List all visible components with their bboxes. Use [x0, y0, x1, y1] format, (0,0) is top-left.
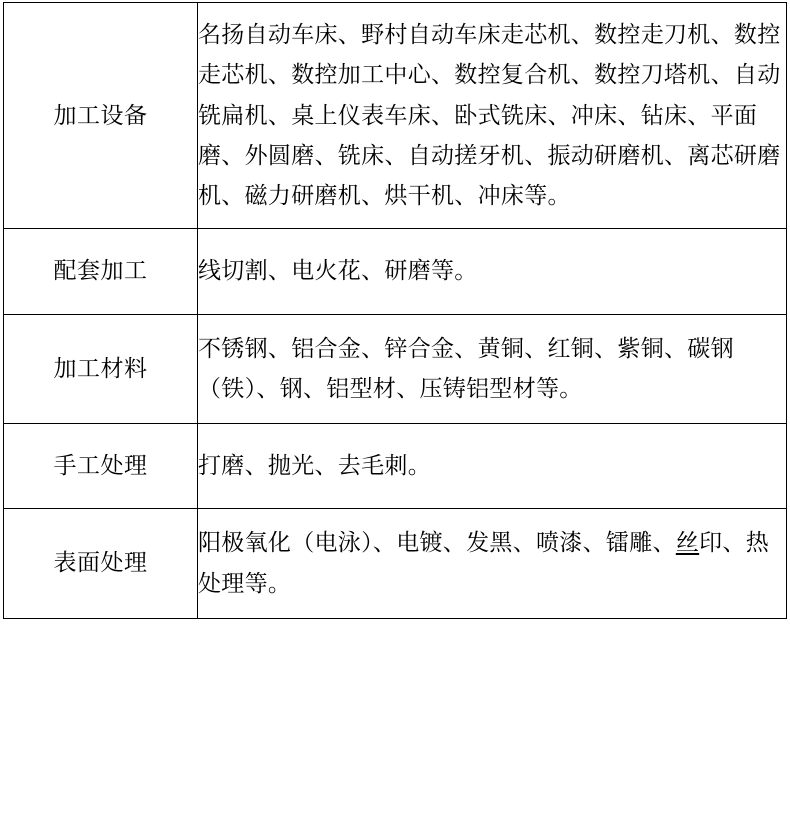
row-label-surface-treatment: 表面处理 [4, 509, 198, 619]
row-label-manual-treatment: 手工处理 [4, 424, 198, 509]
surface-value-suffix: 印、热处理等。 [198, 530, 770, 596]
table-row [4, 3, 787, 229]
table-row [4, 424, 787, 509]
row-label-processing-material: 加工材料 [4, 314, 198, 424]
row-value-processing-material: 不锈钢、铝合金、锌合金、黄铜、红铜、紫铜、碳钢（铁）、钢、铝型材、压铸铝型材等。 [198, 314, 787, 424]
row-value-support-processing: 线切割、电火花、研磨等。 [198, 229, 787, 314]
specification-table [3, 2, 787, 619]
row-label-processing-equipment: 加工设备 [4, 3, 198, 229]
table-row [4, 229, 787, 314]
surface-value-underlined: 丝 [675, 530, 700, 556]
row-value-manual-treatment: 打磨、抛光、去毛刺。 [198, 424, 787, 509]
row-value-surface-treatment [198, 509, 787, 619]
table-row [4, 314, 787, 424]
row-value-processing-equipment: 名扬自动车床、野村自动车床走芯机、数控走刀机、数控走芯机、数控加工中心、数控复合机、数控刀塔机、自动铣扁机、桌上仪表车床、卧式铣床、冲床、钻床、平面磨、外圆磨、铣床、自动搓牙机、振动研磨机、离芯研磨机、磁力研磨机、烘干机、冲床等。 [198, 3, 787, 229]
row-label-support-processing: 配套加工 [4, 229, 198, 314]
surface-value-prefix: 阳极氧化（电泳）、电镀、发黑、喷漆、镭雕、 [198, 530, 676, 556]
table-row [4, 509, 787, 619]
